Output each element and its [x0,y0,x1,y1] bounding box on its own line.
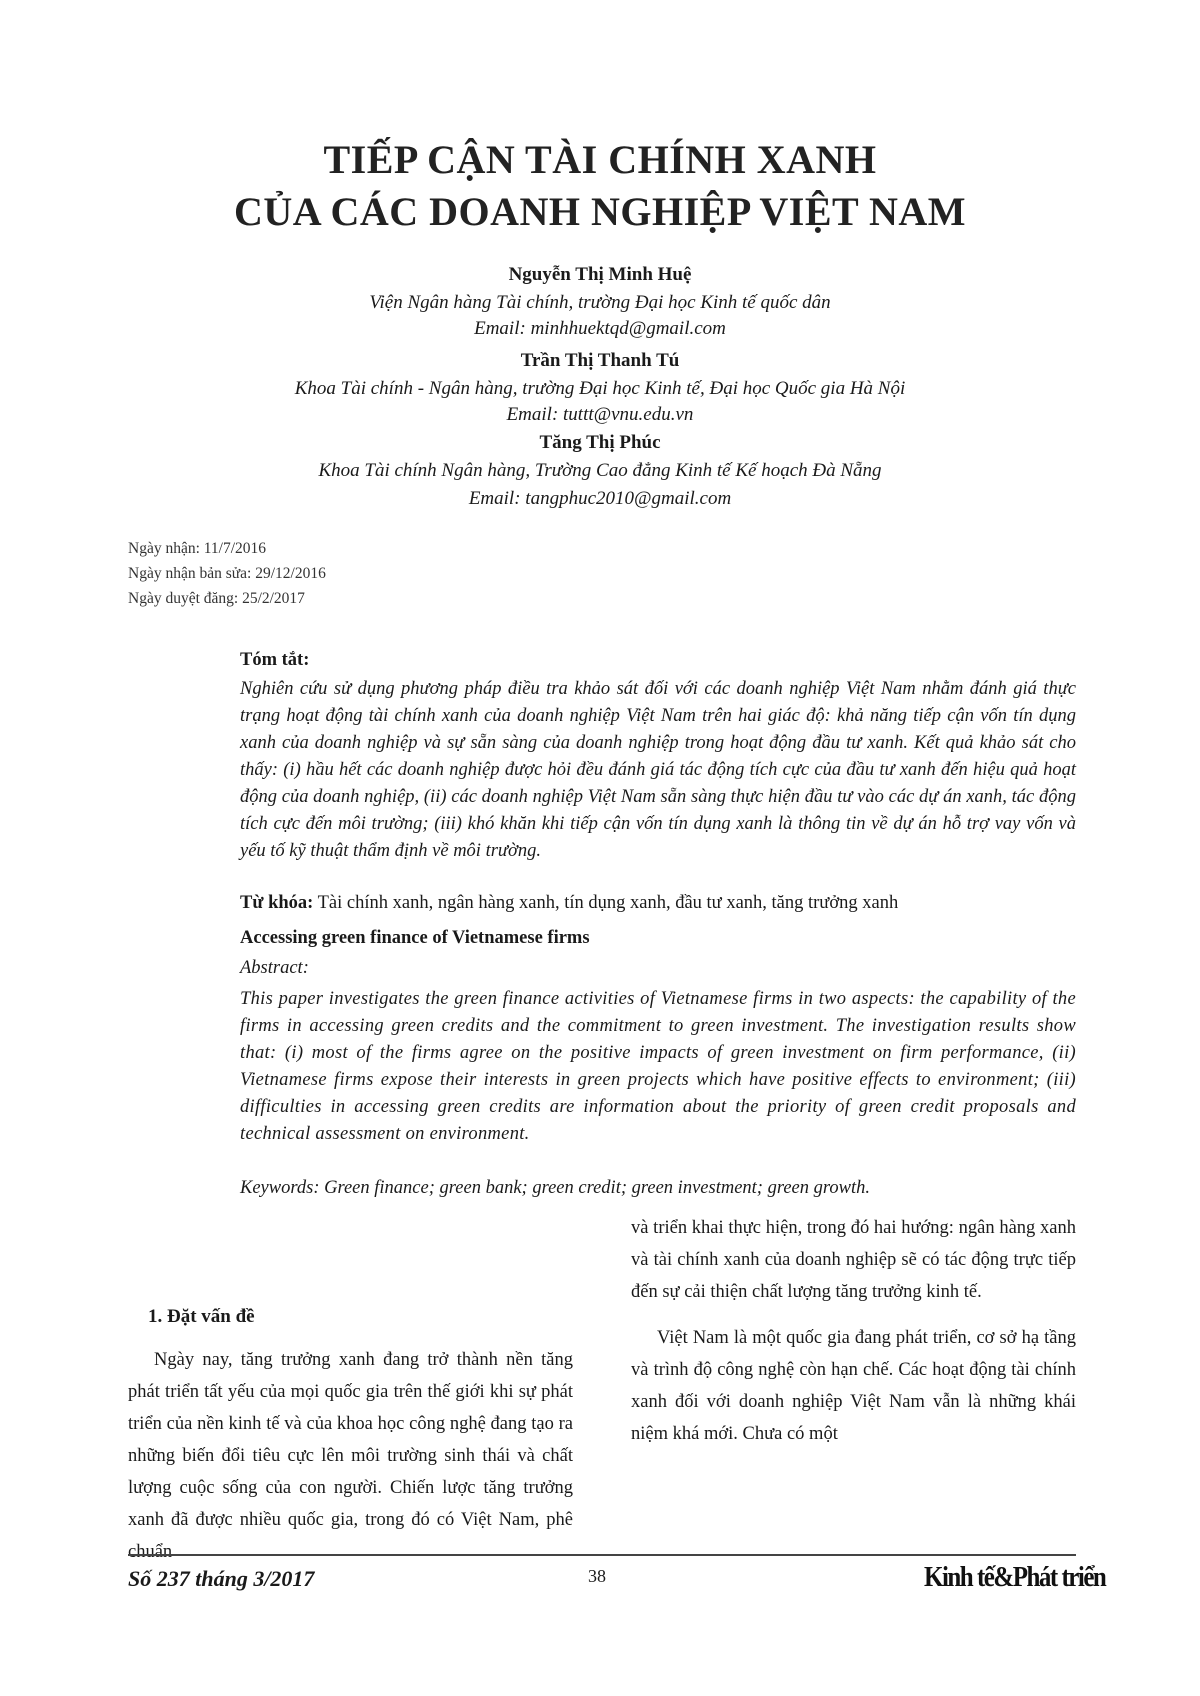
author-3-affiliation: Khoa Tài chính Ngân hàng, Trường Cao đẳng Kinh tế Kế hoạch Đà Nẵng [318,460,882,481]
left-column-paragraph: Ngày nay, tăng trưởng xanh đang trở thành nền tăng phát triển tất yếu của mọi quốc gia trên thế giới khi sự phát triển của nền kinh tế và của khoa học công nghệ đang tạo ra những biến đổi tiêu cực lên môi trường sinh thái và chất lượng cuộc sống của con người. Chiến lược tăng trưởng xanh đã được nhiều quốc gia, trong đó có Việt Nam, phê chuẩn [128,1350,573,1562]
keywords-vn [240,893,1076,914]
summary-vn-heading: Tóm tắt: [240,650,310,670]
section-heading: 1. Đặt vấn đề [148,1306,255,1327]
submission-dates [128,536,326,611]
author-1-affiliation: Viện Ngân hàng Tài chính, trường Đại học Kinh tế quốc dân [369,292,831,313]
paper-title-line-1: TIẾP CẬN TÀI CHÍNH XANH [323,137,877,182]
date-revised: Ngày nhận bản sửa: 29/12/2016 [128,565,326,582]
author-1-name: Nguyễn Thị Minh Huệ [508,264,692,285]
right-column-paragraph-1: và triển khai thực hiện, trong đó hai hướng: ngân hàng xanh và tài chính xanh của doanh nghiệp sẽ có tác động trực tiếp đến sự cải thiện chất lượng tăng trưởng kinh tế. [631,1218,1076,1302]
journal-logo: Kinh tế&Phát triển [924,1562,1106,1594]
author-2-name: Trần Thị Thanh Tú [520,350,680,371]
date-approved: Ngày duyệt đăng: 25/2/2017 [128,590,305,607]
author-2-email: Email: tuttt@vnu.edu.vn [506,404,694,425]
issue-label: Số 237 tháng 3/2017 [128,1566,315,1591]
right-column-paragraph-2: Việt Nam là một quốc gia đang phát triển, cơ sở hạ tầng và trình độ công nghệ còn hạn chế. Các hoạt động tài chính xanh đối với doanh nghiệp Việt Nam vẫn là những khái niệm khá mới. Chưa có một [631,1328,1076,1444]
author-2-affiliation: Khoa Tài chính - Ngân hàng, trường Đại học Kinh tế, Đại học Quốc gia Hà Nội [294,378,906,399]
keywords-vn-list: Tài chính xanh, ngân hàng xanh, tín dụng xanh, đầu tư xanh, tăng trưởng xanh [313,893,899,913]
english-title: Accessing green finance of Vietnamese firms [240,928,590,948]
abstract-heading: Abstract: [240,958,309,978]
date-received: Ngày nhận: 11/7/2016 [128,540,267,557]
author-3-name: Tăng Thị Phúc [539,432,661,453]
left-column [128,1344,573,1568]
keywords-vn-label: Từ khóa: [240,893,314,913]
right-column [631,1212,1076,1450]
page-number: 38 [588,1566,606,1586]
paper-title-line-2: CỦA CÁC DOANH NGHIỆP VIỆT NAM [234,189,966,234]
abstract-body: This paper investigates the green finance activities of Vietnamese firms in two aspects: the capability of the firms in accessing green credits and the commitment to green investment. The investigation results show that: (i) most of the firms agree on the positive impacts of green investment on firm performance, (ii) Vietnamese firms expose their interests in green projects which have positive effects to environment; (iii) difficulties in accessing green credits are information about the priority of green credit proposals and technical assessment on environment. [240,989,1076,1144]
author-3-email: Email: tangphuc2010@gmail.com [468,488,732,509]
summary-vn-body: Nghiên cứu sử dụng phương pháp điều tra khảo sát đối với các doanh nghiệp Việt Nam nhằm đánh giá thực trạng hoạt động tài chính xanh của doanh nghiệp Việt Nam trên hai giác độ: khả năng tiếp cận vốn tín dụng xanh của doanh nghiệp và sự sẵn sàng của doanh nghiệp trong hoạt động đầu tư xanh. Kết quả khảo sát cho thấy: (i) hầu hết các doanh nghiệp được hỏi đều đánh giá tác động tích cực của đầu tư xanh đến hiệu quả hoạt động của doanh nghiệp, (ii) các doanh nghiệp Việt Nam sẵn sàng thực hiện đầu tư vào các dự án xanh, tác động tích cực đến môi trường; (iii) khó khăn khi tiếp cận vốn tín dụng xanh là thông tin về dự án hỗ trợ vay vốn và yếu tố kỹ thuật thẩm định về môi trường. [240,679,1076,861]
footer-rule [128,1554,1076,1556]
author-1-email: Email: minhhuektqd@gmail.com [474,318,726,339]
keywords-en: Keywords: Green finance; green bank; green credit; green investment; green growth. [240,1178,871,1198]
